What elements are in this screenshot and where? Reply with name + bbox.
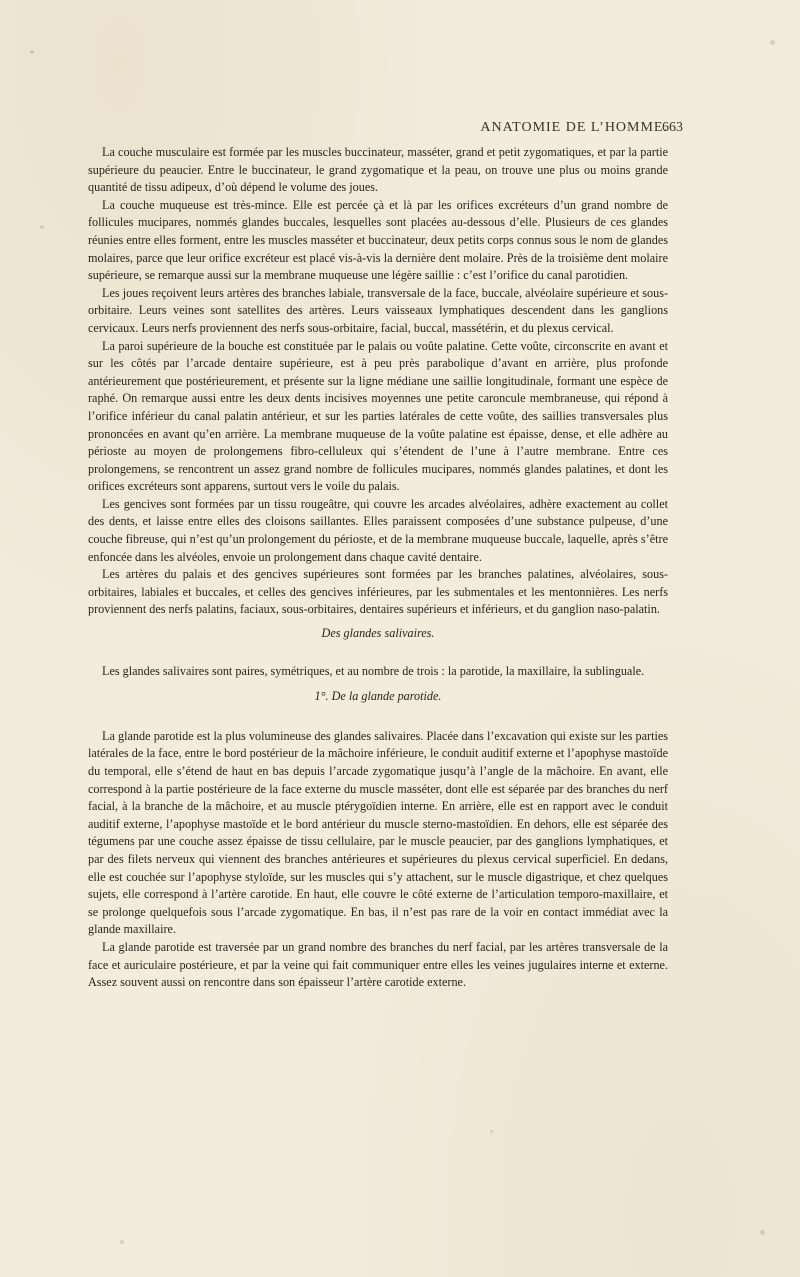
running-header <box>88 120 683 136</box>
paragraph: La couche muqueuse est très-mince. Elle est percée çà et là par les orifices excréteurs d’un grand nombre de follicules mucipares, nommés glandes buccales, lesquelles sont placées au-dessous d’elle. Plusieurs de ces glandes réunies entre elles forment, entre les muscles masséter et buccinateur, deux petits corps connus sous le nom de glandes molaires, parce que leur orifice excréteur est placé vis-à-vis la dernière dent molaire. Près de la troisième dent molaire supérieure, se remarque aussi sur la membrane muqueuse une légère saillie : c’est l’orifice du canal parotidien. <box>88 197 668 283</box>
paragraph: Les glandes salivaires sont paires, symétriques, et au nombre de trois : la parotide, la maxillaire, la sublinguale. <box>102 663 645 678</box>
paragraph: Les gencives sont formées par un tissu rougeâtre, qui couvre les arcades alvéolaires, adhère exactement au collet des dents, et laisse entre elles des cloisons saillantes. Elles paraissent composées d’une substance pulpeuse, d’une couche fibreuse, qui n’est qu’un prolongement du périoste, et de la membrane muqueuse buccale, laquelle, après s’être enfoncée dans les alvéoles, envoie un prolongement dans chaque cavité dentaire. <box>88 496 668 564</box>
foxing-spot <box>40 225 44 229</box>
foxing-spot <box>760 1230 765 1235</box>
foxing-spot <box>770 40 775 45</box>
foxing-spot <box>490 1130 493 1133</box>
section-heading: Des glandes salivaires. <box>321 626 435 641</box>
paragraph: La couche musculaire est formée par les muscles buccinateur, masséter, grand et petit zygomatiques, et par la partie supérieure du peaucier. Entre le buccinateur, le grand zygomatique et la peau, on trouve une plus ou moins grande quantité de tissu adipeux, d’où dépend le volume des joues. <box>88 145 668 195</box>
page-number: 663 <box>662 120 683 135</box>
subsection-heading: 1°. De la glande parotide. <box>314 689 442 704</box>
body-text <box>88 144 668 992</box>
foxing-spot <box>120 1240 124 1244</box>
paragraph: Les artères du palais et des gencives supérieures sont formées par les branches palatines, alvéolaires, sous-orbitaires, labiales et buccales, et celles des gencives inférieures, par les submentales et les mentonnières. Les nerfs proviennent des nerfs palatins, faciaux, sous-orbitaires, dentaires supérieurs et inférieurs, et du ganglion naso-palatin. <box>88 567 668 617</box>
paragraph: La glande parotide est la plus volumineuse des glandes salivaires. Placée dans l’excavation qui existe sur les parties latérales de la face, entre le bord postérieur de la mâchoire inférieure, le conduit auditif externe et l’apophyse mastoïde du temporal, elle s’étend de haut en bas depuis l’arcade zygomatique jusqu’à l’angle de la mâchoire. En avant, elle correspond à la partie postérieure de la face externe du muscle masséter, dont elle est séparée par des branches du nerf facial, à la branche de la mâchoire, et au muscle ptérygoïdien interne. En arrière, elle est en rapport avec le conduit auditif externe, l’apophyse mastoïde et le bord antérieur du muscle sterno-mastoïdien. En dehors, elle est séparée des tégumens par une couche assez épaisse de tissu cellulaire, par le muscle peaucier, par des ganglions lymphatiques, et par des filets nerveux qui viennent des branches antérieures et supérieures du plexus cervical superficiel. En dedans, elle est couchée sur l’apophyse styloïde, sur les muscles qui s’y attachent, sur le muscle digastrique, et chez quelques sujets, elle correspond à l’artère carotide. En haut, elle couvre le côté externe de l’articulation temporo-maxillaire, et se prolonge quelquefois sous l’arcade zygomatique. En bas, il n’est pas rare de la voir en contact immédiat avec la glande maxillaire. <box>88 728 668 937</box>
paragraph: Les joues reçoivent leurs artères des branches labiale, transversale de la face, buccale, alvéolaire supérieure et sous-orbitaire. Leurs veines sont satellites des artères. Leurs vaisseaux lymphatiques descendent dans les ganglions cervicaux. Leurs nerfs proviennent des nerfs sous-orbitaire, facial, buccal, massétérin, et du plexus cervical. <box>88 285 668 335</box>
header-title: ANATOMIE DE L’HOMME. <box>480 120 668 135</box>
foxing-spot <box>30 50 34 54</box>
paragraph: La glande parotide est traversée par un grand nombre des branches du nerf facial, par les artères transversale de la face et auriculaire postérieure, et par la veine qui fait communiquer entre elles les veines jugulaires interne et externe. Assez souvent aussi on rencontre dans son épaisseur l’artère carotide externe. <box>88 939 668 990</box>
paragraph: La paroi supérieure de la bouche est constituée par le palais ou voûte palatine. Cette voûte, circonscrite en avant et sur les côtés par l’arcade dentaire supérieure, est à peu près parabolique d’avant en arrière, plus profonde antérieurement que postérieurement, et présente sur la ligne médiane une saillie longitudinale, formant une espèce de raphé. On remarque aussi entre les deux dents incisives moyennes une petite caroncule membraneuse, qui répond à l’orifice inférieur du canal palatin antérieur, et sur les parties latérales de cette voûte, des saillies transversales plus prononcées en avant qu’en arrière. La membrane muqueuse de la voûte palatine est épaisse, dense, et elle adhère au périoste au moyen de prolongemens fibro-celluleux qui s’étendent de l’une à l’autre membrane. Entre ces prolongemens, se rencontrent un assez grand nombre de follicules mucipares, nommés glandes palatines, et dont les orifices excréteurs sont apparens, surtout vers le voile du palais. <box>88 338 668 494</box>
